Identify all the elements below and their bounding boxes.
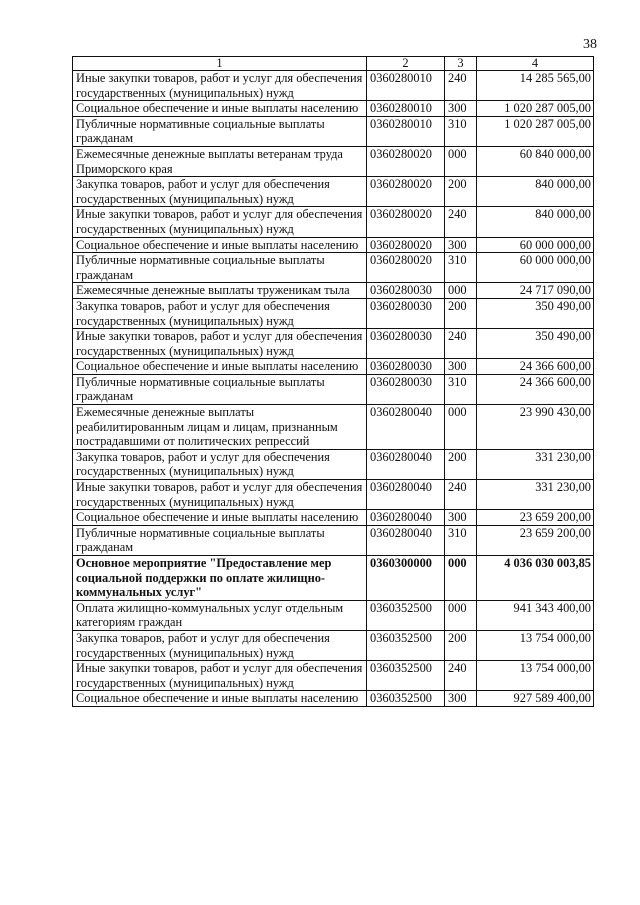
table-row xyxy=(73,177,594,207)
table-row xyxy=(73,449,594,479)
row-type: 300 xyxy=(445,510,477,526)
row-code: 0360280010 xyxy=(367,101,445,117)
row-code: 0360352500 xyxy=(367,600,445,630)
table-row xyxy=(73,207,594,237)
row-code: 0360280010 xyxy=(367,116,445,146)
row-sum: 13 754 000,00 xyxy=(477,661,594,691)
row-sum: 1 020 287 005,00 xyxy=(477,116,594,146)
table-row xyxy=(73,71,594,101)
row-code: 0360352500 xyxy=(367,630,445,660)
row-sum: 23 659 200,00 xyxy=(477,525,594,555)
row-type: 200 xyxy=(445,177,477,207)
row-type: 240 xyxy=(445,329,477,359)
row-name: Социальное обеспечение и иные выплаты населению xyxy=(73,510,367,526)
table-row xyxy=(73,691,594,707)
row-code: 0360280040 xyxy=(367,405,445,450)
row-sum: 927 589 400,00 xyxy=(477,691,594,707)
row-sum: 1 020 287 005,00 xyxy=(477,101,594,117)
row-sum: 14 285 565,00 xyxy=(477,71,594,101)
row-name: Иные закупки товаров, работ и услуг для обеспечения государственных (муниципальных) нужд xyxy=(73,480,367,510)
row-code: 0360280030 xyxy=(367,359,445,375)
row-name: Публичные нормативные социальные выплаты гражданам xyxy=(73,525,367,555)
row-type: 000 xyxy=(445,556,477,601)
row-sum: 350 490,00 xyxy=(477,298,594,328)
row-name: Закупка товаров, работ и услуг для обеспечения государственных (муниципальных) нужд xyxy=(73,298,367,328)
row-name: Ежемесячные денежные выплаты труженикам тыла xyxy=(73,283,367,299)
row-sum: 24 366 600,00 xyxy=(477,359,594,375)
header-col-1: 1 xyxy=(73,57,367,71)
row-type: 200 xyxy=(445,298,477,328)
row-type: 000 xyxy=(445,405,477,450)
table-row xyxy=(73,525,594,555)
header-col-4: 4 xyxy=(477,57,594,71)
row-type: 310 xyxy=(445,525,477,555)
row-name: Иные закупки товаров, работ и услуг для обеспечения государственных (муниципальных) нужд xyxy=(73,207,367,237)
row-code: 0360352500 xyxy=(367,691,445,707)
table-row xyxy=(73,630,594,660)
table-row xyxy=(73,329,594,359)
table-row xyxy=(73,253,594,283)
table-row xyxy=(73,359,594,375)
table-row xyxy=(73,101,594,117)
row-code: 0360280040 xyxy=(367,525,445,555)
row-code: 0360280020 xyxy=(367,146,445,176)
row-name: Иные закупки товаров, работ и услуг для обеспечения государственных (муниципальных) нужд xyxy=(73,329,367,359)
row-code: 0360300000 xyxy=(367,556,445,601)
row-sum: 23 659 200,00 xyxy=(477,510,594,526)
row-type: 240 xyxy=(445,480,477,510)
row-name: Социальное обеспечение и иные выплаты населению xyxy=(73,237,367,253)
row-type: 300 xyxy=(445,237,477,253)
row-name: Ежемесячные денежные выплаты ветеранам труда Приморского края xyxy=(73,146,367,176)
row-code: 0360280020 xyxy=(367,253,445,283)
row-type: 310 xyxy=(445,116,477,146)
row-name: Социальное обеспечение и иные выплаты населению xyxy=(73,359,367,375)
row-code: 0360280030 xyxy=(367,298,445,328)
table-row xyxy=(73,298,594,328)
table-row xyxy=(73,480,594,510)
row-name: Публичные нормативные социальные выплаты гражданам xyxy=(73,374,367,404)
budget-table xyxy=(72,56,594,707)
row-code: 0360280010 xyxy=(367,71,445,101)
table-row xyxy=(73,374,594,404)
row-type: 240 xyxy=(445,661,477,691)
row-sum: 941 343 400,00 xyxy=(477,600,594,630)
row-sum: 331 230,00 xyxy=(477,480,594,510)
row-sum: 60 000 000,00 xyxy=(477,253,594,283)
row-name: Публичные нормативные социальные выплаты гражданам xyxy=(73,116,367,146)
page-number: 38 xyxy=(583,37,597,52)
table-row xyxy=(73,237,594,253)
row-name: Закупка товаров, работ и услуг для обеспечения государственных (муниципальных) нужд xyxy=(73,630,367,660)
table-row xyxy=(73,600,594,630)
row-type: 000 xyxy=(445,146,477,176)
table-row xyxy=(73,405,594,450)
header-col-3: 3 xyxy=(445,57,477,71)
row-code: 0360280020 xyxy=(367,207,445,237)
row-sum: 13 754 000,00 xyxy=(477,630,594,660)
row-code: 0360280030 xyxy=(367,329,445,359)
row-name: Закупка товаров, работ и услуг для обеспечения государственных (муниципальных) нужд xyxy=(73,177,367,207)
table-row-main-event xyxy=(73,556,594,601)
row-name: Социальное обеспечение и иные выплаты населению xyxy=(73,691,367,707)
row-code: 0360352500 xyxy=(367,661,445,691)
row-code: 0360280020 xyxy=(367,237,445,253)
table-row xyxy=(73,116,594,146)
row-name: Публичные нормативные социальные выплаты гражданам xyxy=(73,253,367,283)
row-sum: 350 490,00 xyxy=(477,329,594,359)
row-name: Иные закупки товаров, работ и услуг для обеспечения государственных (муниципальных) нужд xyxy=(73,71,367,101)
row-name: Закупка товаров, работ и услуг для обеспечения государственных (муниципальных) нужд xyxy=(73,449,367,479)
row-sum: 24 366 600,00 xyxy=(477,374,594,404)
row-type: 200 xyxy=(445,449,477,479)
row-type: 200 xyxy=(445,630,477,660)
table-row xyxy=(73,510,594,526)
row-type: 300 xyxy=(445,101,477,117)
row-type: 310 xyxy=(445,374,477,404)
table-row xyxy=(73,146,594,176)
row-code: 0360280030 xyxy=(367,283,445,299)
row-code: 0360280040 xyxy=(367,449,445,479)
row-type: 240 xyxy=(445,207,477,237)
row-type: 000 xyxy=(445,283,477,299)
table-row xyxy=(73,661,594,691)
row-name: Основное мероприятие "Предоставление мер социальной поддержки по оплате жилищно-коммунальных услуг" xyxy=(73,556,367,601)
row-code: 0360280040 xyxy=(367,510,445,526)
row-type: 310 xyxy=(445,253,477,283)
row-name: Оплата жилищно-коммунальных услуг отдельным категориям граждан xyxy=(73,600,367,630)
row-type: 300 xyxy=(445,691,477,707)
row-sum: 60 840 000,00 xyxy=(477,146,594,176)
row-sum: 23 990 430,00 xyxy=(477,405,594,450)
row-sum: 840 000,00 xyxy=(477,207,594,237)
row-code: 0360280040 xyxy=(367,480,445,510)
row-sum: 4 036 030 003,85 xyxy=(477,556,594,601)
row-name: Социальное обеспечение и иные выплаты населению xyxy=(73,101,367,117)
row-sum: 60 000 000,00 xyxy=(477,237,594,253)
row-code: 0360280030 xyxy=(367,374,445,404)
row-sum: 24 717 090,00 xyxy=(477,283,594,299)
row-sum: 331 230,00 xyxy=(477,449,594,479)
row-type: 300 xyxy=(445,359,477,375)
row-type: 240 xyxy=(445,71,477,101)
table-row xyxy=(73,283,594,299)
row-type: 000 xyxy=(445,600,477,630)
row-code: 0360280020 xyxy=(367,177,445,207)
table-header-row xyxy=(73,57,594,71)
row-sum: 840 000,00 xyxy=(477,177,594,207)
row-name: Иные закупки товаров, работ и услуг для обеспечения государственных (муниципальных) нужд xyxy=(73,661,367,691)
row-name: Ежемесячные денежные выплаты реабилитированным лицам и лицам, признанным пострадавшими от политических репрессий xyxy=(73,405,367,450)
header-col-2: 2 xyxy=(367,57,445,71)
